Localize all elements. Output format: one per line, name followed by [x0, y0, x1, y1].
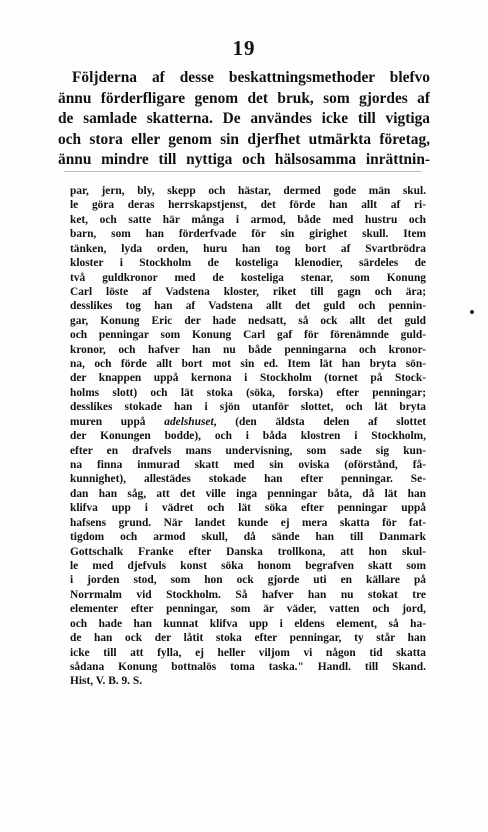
footnote-line: muren uppå adelshuset, (den äldsta delen af slottet [70, 415, 426, 428]
footnote-block [70, 184, 426, 689]
footnote-line: na, och förde allt bort mot sin ed. Item lät han bryta sön- [70, 358, 426, 371]
footnote-line: och penningar som Konung Carl gaf för förenämnde guld- [70, 329, 426, 342]
footnote-line: hafsens grund. När landet kunde ej mera skatta för fat- [70, 516, 426, 529]
main-text-line: ännu förderfligare genom det bruk, som gjordes af [58, 89, 430, 107]
footnote-line: der Konungen bodde), och i båda klostren i Stockholm, [70, 430, 426, 443]
footnote-line: desslikes tog han af Vadstena allt det guld och pennin- [70, 300, 426, 313]
footnote-line: gar, Konung Eric der hade nedsatt, så ock allt det guld [70, 314, 426, 327]
footnote-line: barn, som han förderfvade för sin girighet skull. Item [70, 228, 426, 241]
footnote-line: i jorden stod, som hon ock gjorde uti en källare på [70, 574, 426, 587]
footnote-line: klifva upp i vädret och lät söka efter penningar uppå [70, 502, 426, 515]
footnote-line: tänken, lyda orden, huru han tog bort af Svartbrödra [70, 242, 426, 255]
footnote-line: Hist, V. B. 9. S. [70, 675, 143, 688]
italic-phrase: adelshuset [164, 415, 214, 428]
footnote-line: ket, och satte här många i armod, både med hustru och [70, 213, 426, 226]
page-number: 19 [232, 36, 256, 60]
footnote-line: le göra deras herrskapstjenst, det förde han allt af ri- [70, 199, 426, 212]
footnote-line: kronor, och hafver han nu både penningarna och kronor- [70, 343, 426, 356]
footnote-separator [64, 171, 422, 172]
footnote-line: na finna inmurad skatt med sin oviska (oförstånd, få- [70, 459, 426, 472]
footnote-line: de han ock der låtit stoka efter penningar, ty står han [70, 632, 426, 645]
footnote-line: tigdom och armod skull, då sände han till Danmark [70, 531, 426, 544]
footnote-line: kloster i Stockholm de kosteliga klenodier, särdeles de [70, 257, 426, 270]
footnote-line: desslikes stokade han i sjön utanför slottet, och lät bryta [70, 401, 426, 414]
footnote-line: sådana Konung bottnalös toma taska." Handl. till Skand. [70, 660, 426, 673]
footnote-line: Norrmalm vid Stockholm. Så hafver han nu stokat tre [70, 588, 426, 601]
footnote-line: le med djefvuls konst söka honom begrafven skatt som [70, 559, 426, 572]
main-text-line: ännu mindre till nyttiga och hälsosamma inrättnin- [58, 151, 430, 168]
margin-mark [470, 310, 474, 314]
main-text-line: Följderna af desse beskattningsmethoder blefvo [72, 69, 430, 86]
footnote-line: och hade han kunnat klifva upp i eldens element, så ha- [70, 617, 426, 630]
footnote-line: elementer efter penningar, som är väder, vatten och jord, [70, 603, 426, 616]
main-paragraph [58, 68, 430, 171]
footnote-line: icke till att fylla, ej heller viljom vi någon tid skatta [70, 646, 426, 659]
footnote-line: par, jern, bly, skepp och hästar, dermed gode män skul. [70, 185, 426, 197]
footnote-line: holms slott) och lät stoka (söka, forska) efter penningar; [70, 386, 426, 399]
main-text-line: de samlade skatterna. De användes icke till vigtiga [58, 110, 430, 127]
footnote-line: efter en drafvels mans undervisning, som sade sig kun- [70, 444, 426, 457]
footnote-line: kunnighet), allestädes stokade han efter penningar. Se- [70, 473, 426, 486]
footnote-line: dan han såg, att det ville inga penningar båta, då lät han [70, 487, 426, 500]
footnote-line: Gottschalk Franke efter Danska trollkona, att hon skul- [70, 545, 426, 558]
footnote-line: Carl löste af Vadstena kloster, riket till gagn och ära; [70, 285, 426, 298]
main-text-line: och stora eller genom sin djerfhet utmärkta företag, [58, 130, 430, 148]
footnote-line: der knappen uppå kernona i Stockholm (tornet på Stock- [70, 372, 426, 385]
footnote-line: två guldkronor med de kosteliga stenar, som Konung [70, 271, 426, 284]
